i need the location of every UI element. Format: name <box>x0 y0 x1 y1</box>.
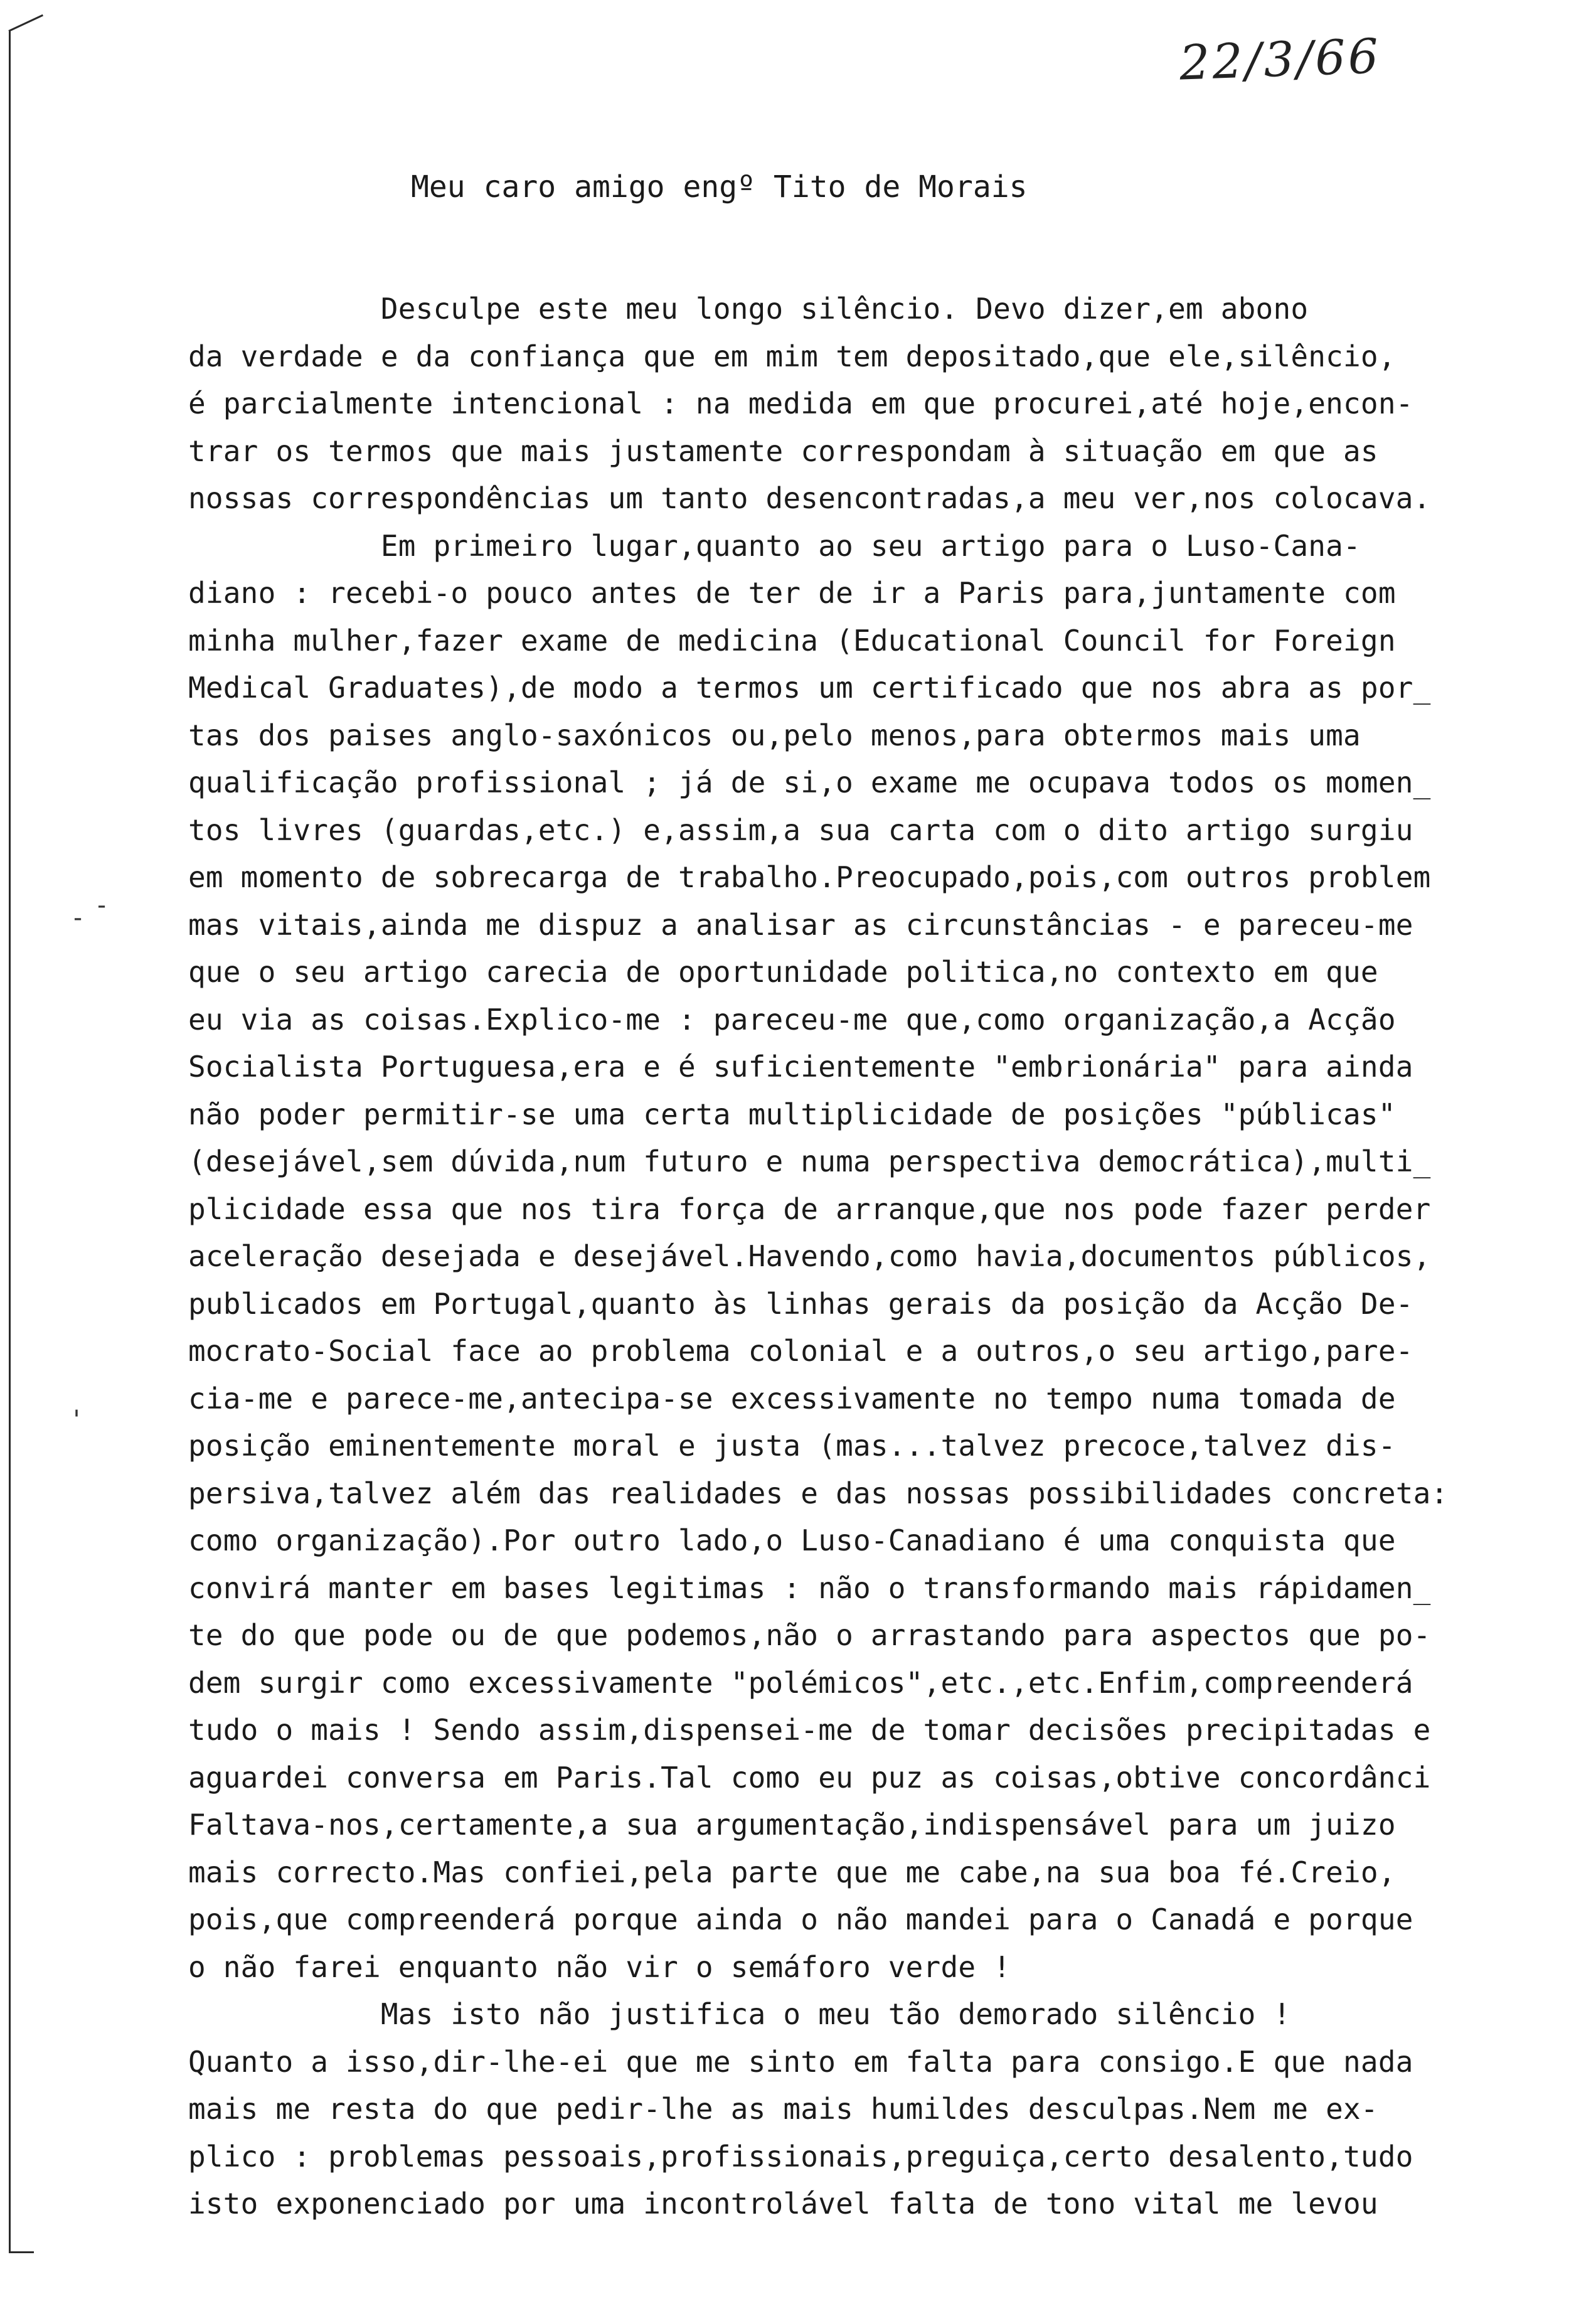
letter-line: qualificação profissional ; já de si,o exame me ocupava todos os momen_ <box>188 765 1431 799</box>
letter-line: como organização).Por outro lado,o Luso-Canadiano é uma conquista que <box>188 1523 1396 1557</box>
letter-line: plico : problemas pessoais,profissionais,preguiça,certo desalento,tudo <box>188 2139 1413 2174</box>
letter-line: dem surgir como excessivamente "polémicos",etc.,etc.Enfim,compreenderá <box>188 1665 1413 1700</box>
letter-line: não poder permitir-se uma certa multiplicidade de posições "públicas" <box>188 1097 1396 1131</box>
letter-line: diano : recebi-o pouco antes de ter de ir a Paris para,juntamente com <box>188 576 1396 610</box>
letter-line: que o seu artigo carecia de oportunidade politica,no contexto em que <box>188 955 1378 989</box>
letter-line: Faltava-nos,certamente,a sua argumentação,indispensável para um juizo <box>188 1808 1396 1842</box>
letter-line: minha mulher,fazer exame de medicina (Educational Council for Foreign <box>188 623 1396 658</box>
page-edge-corner <box>8 14 43 32</box>
letter-line: Mas isto não justifica o meu tão demorado silêncio ! <box>188 1997 1291 2031</box>
letter-line: tas dos paises anglo-saxónicos ou,pelo menos,para obtermos mais uma <box>188 718 1361 752</box>
margin-mark: - <box>94 891 110 920</box>
letter-line: Quanto a isso,dir-lhe-ei que me sinto em falta para consigo.E que nada <box>188 2044 1413 2079</box>
letter-line: mais me resta do que pedir-lhe as mais humildes desculpas.Nem me ex- <box>188 2092 1378 2126</box>
letter-line: convirá manter em bases legitimas : não o transformando mais rápidamen_ <box>188 1571 1431 1605</box>
letter-line: plicidade essa que nos tira força de arranque,que nos pode fazer perder <box>188 1192 1431 1226</box>
letter-line: nossas correspondências um tanto desencontradas,a meu ver,nos colocava. <box>188 481 1431 515</box>
letter-line: mais correcto.Mas confiei,pela parte que me cabe,na sua boa fé.Creio, <box>188 1855 1396 1889</box>
letter-line: é parcialmente intencional : na medida em que procurei,até hoje,encon- <box>188 387 1413 420</box>
letter-line: (desejável,sem dúvida,num futuro e numa perspectiva democrática),multi_ <box>188 1144 1431 1178</box>
margin-mark: ' <box>69 1406 85 1434</box>
letter-line: publicados em Portugal,quanto às linhas gerais da posição da Acção De- <box>188 1286 1413 1321</box>
salutation: Meu caro amigo engº Tito de Morais <box>411 169 1028 205</box>
letter-line: tos livres (guardas,etc.) e,assim,a sua carta com o dito artigo surgiu <box>188 813 1413 847</box>
handwritten-date: 22/3/66 <box>1178 28 1382 91</box>
letter-line: o não farei enquanto não vir o semáforo verde ! <box>188 1950 1011 1984</box>
letter-line: aguardei conversa em Paris.Tal como eu puz as coisas,obtive concordânci <box>188 1760 1431 1795</box>
letter-line: trar os termos que mais justamente correspondam à situação em que as <box>188 434 1378 468</box>
letter-line: Socialista Portuguesa,era e é suficientemente "embrionária" para ainda <box>188 1050 1413 1084</box>
letter-line: da verdade e da confiança que em mim tem depositado,que ele,silêncio, <box>188 339 1396 373</box>
letter-line: aceleração desejada e desejável.Havendo,como havia,documentos públicos, <box>188 1239 1431 1273</box>
margin-mark: - <box>70 904 86 932</box>
letter-line: Em primeiro lugar,quanto ao seu artigo para o Luso-Cana- <box>188 528 1361 563</box>
letter-line: mocrato-Social face ao problema colonial e a outros,o seu artigo,pare- <box>188 1334 1413 1368</box>
page-edge-bottom <box>9 2251 34 2253</box>
letter-line: cia-me e parece-me,antecipa-se excessivamente no tempo numa tomada de <box>188 1381 1396 1416</box>
page-edge-left <box>9 31 11 2253</box>
letter-line: posição eminentemente moral e justa (mas...talvez precoce,talvez dis- <box>188 1429 1396 1463</box>
letter-line: isto exponenciado por uma incontrolável falta de tono vital me levou <box>188 2187 1378 2221</box>
letter-body <box>188 290 1448 2232</box>
letter-line: persiva,talvez além das realidades e das nossas possibilidades concreta: <box>188 1476 1449 1510</box>
letter-line: tudo o mais ! Sendo assim,dispensei-me de tomar decisões precipitadas e <box>188 1713 1431 1747</box>
letter-line: te do que pode ou de que podemos,não o arrastando para aspectos que po- <box>188 1618 1431 1652</box>
letter-line: mas vitais,ainda me dispuz a analisar as circunstâncias - e pareceu-me <box>188 907 1413 942</box>
letter-line: eu via as coisas.Explico-me : pareceu-me que,como organização,a Acção <box>188 1002 1396 1037</box>
letter-line: pois,que compreenderá porque ainda o não mandei para o Canadá e porque <box>188 1902 1413 1936</box>
letter-line: em momento de sobrecarga de trabalho.Preocupado,pois,com outros problem <box>188 860 1431 894</box>
letter-line: Desculpe este meu longo silêncio. Devo dizer,em abono <box>188 292 1309 326</box>
letter-line: Medical Graduates),de modo a termos um certificado que nos abra as por_ <box>188 671 1431 705</box>
